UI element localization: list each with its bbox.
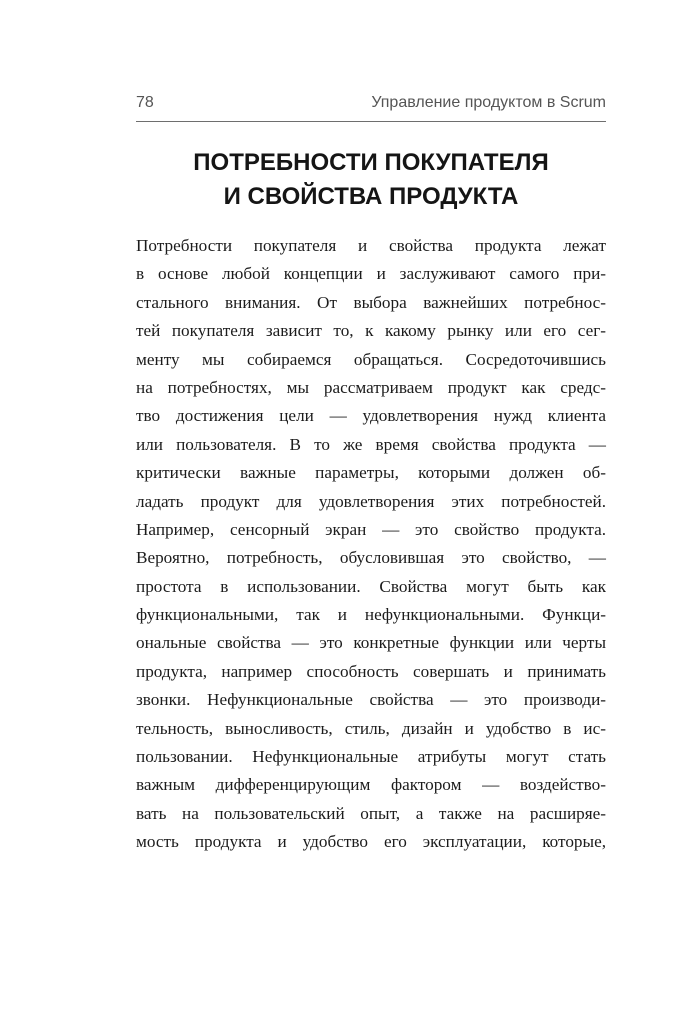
header-rule: [136, 121, 606, 122]
body-paragraph: [136, 232, 606, 857]
text-line: простота в использовании. Свойства могут быть как: [136, 576, 606, 596]
text-line: Например, сенсорный экран — это свойство продукта.: [136, 519, 606, 539]
text-line: ональные свойства — это конкретные функции или черты: [136, 633, 606, 653]
text-line: в основе любой концепции и заслуживают самого при-: [136, 264, 606, 284]
text-line: продукта, например способность совершать и принимать: [136, 661, 606, 681]
text-line: тей покупателя зависит то, к какому рынку или его сег-: [136, 321, 606, 341]
text-line: Вероятно, потребность, обусловившая это свойство, —: [136, 548, 606, 568]
text-line: функциональными, так и нефункциональными. Функци-: [136, 605, 606, 625]
text-line: вать на пользовательский опыт, а также на расширяе-: [136, 803, 606, 823]
chapter-title: [136, 146, 606, 214]
text-line: ладать продукт для удовлетворения этих потребностей.: [136, 491, 606, 511]
text-line: стального внимания. От выбора важнейших потребнос-: [136, 292, 606, 312]
text-line: или пользователя. В то же время свойства продукта —: [136, 434, 606, 454]
text-line: звонки. Нефункциональные свойства — это производи-: [136, 690, 606, 710]
text-line: критически важные параметры, которыми должен об-: [136, 463, 606, 483]
running-header: [136, 92, 606, 120]
running-title: Управление продуктом в Scrum: [371, 94, 606, 111]
text-line: на потребностях, мы рассматриваем продукт как средс-: [136, 377, 606, 397]
chapter-title-line-1: ПОТРЕБНОСТИ ПОКУПАТЕЛЯ: [193, 149, 549, 176]
text-line: важным дифференцирующим фактором — воздейство-: [136, 775, 606, 795]
text-line: менту мы собираемся обращаться. Сосредоточившись: [136, 349, 606, 369]
text-line: мость продукта и удобство его эксплуатации, которые,: [136, 832, 606, 852]
text-line: Потребности покупателя и свойства продукта лежат: [136, 236, 606, 255]
text-line: тво достижения цели — удовлетворения нужд клиента: [136, 406, 606, 426]
chapter-title-line-2: И СВОЙСТВА ПРОДУКТА: [223, 183, 519, 210]
text-line: тельность, выносливость, стиль, дизайн и удобство в ис-: [136, 718, 606, 738]
page-number: 78: [136, 94, 154, 111]
text-line: пользовании. Нефункциональные атрибуты могут стать: [136, 747, 606, 767]
